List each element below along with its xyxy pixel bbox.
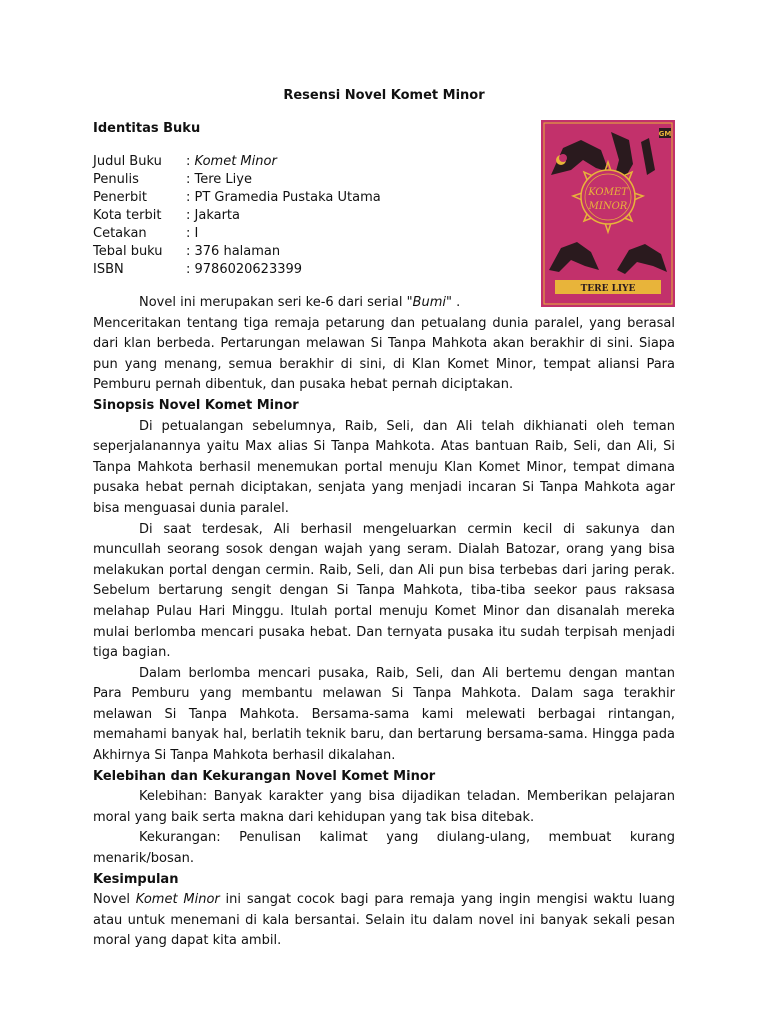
identitas-row-cetakan xyxy=(93,225,381,243)
intro-punct: . xyxy=(451,295,461,310)
identitas-key: Kota terbit xyxy=(93,208,162,223)
sinopsis-paragraph-3: Dalam berlomba mencari pusaka, Raib, Seli, dan Ali bertemu dengan mantan Para Pemburu yang membantu melawan Si Tanpa Mahkota. Dalam saga terakhir melawan Si Tanpa Mahkota. Bersama-sama kami melewati berbagai rintangan, memahami banyak hal, berlatih teknik baru, dan bertarung bersama-sama. Hingga pada Akhirnya Si Tanpa Mahkota berhasil dikalahan. xyxy=(93,665,675,764)
kelebihan-paragraph: Kelebihan: Banyak karakter yang bisa dijadikan teladan. Memberikan pelajaran moral yang baik serta makna dari kehidupan yang tak bisa ditebak. xyxy=(93,789,675,825)
kesimpulan-paragraph xyxy=(93,890,675,952)
kesimpulan-heading: Kesimpulan xyxy=(93,871,179,887)
cover-title-line1: KOMET xyxy=(588,187,628,198)
sinopsis-paragraph-1: Di petualangan sebelumnya, Raib, Seli, dan Ali telah dikhianati oleh teman seperjalanannya yaitu Max alias Si Tanpa Mahkota. Atas bantuan Raib, Seli, dan Ali, Si Tanpa Mahkota berhasil menemukan portal menuju Klan Komet Minor, tempat dimana pusaka hebat pernah diciptakan, senjata yang menjadi incaran Si Tanpa Mahkota agar bisa menguasai dunia paralel. xyxy=(93,418,675,516)
identitas-key: ISBN xyxy=(93,262,124,277)
identitas-value: : I xyxy=(186,226,199,241)
identitas-value: : Komet Minor xyxy=(186,154,277,169)
identitas-value: : 9786020623399 xyxy=(186,262,303,277)
identitas-row-penulis xyxy=(93,171,381,189)
intro-first-line xyxy=(93,293,526,314)
book-cover-image xyxy=(541,120,675,307)
sinopsis-heading: Sinopsis Novel Komet Minor xyxy=(93,397,299,413)
identitas-key: Penerbit xyxy=(93,190,147,205)
intro-text: Novel ini merupakan seri ke-6 dari serial xyxy=(139,295,407,310)
identitas-row-kota xyxy=(93,207,381,225)
review-body xyxy=(93,293,675,952)
identitas-value: : PT Gramedia Pustaka Utama xyxy=(186,190,381,205)
cover-author: TERE LIYE xyxy=(580,284,636,294)
kelebihan-heading: Kelebihan dan Kekurangan Novel Komet Minor xyxy=(93,768,436,784)
intro-series-name: "Bumi" xyxy=(406,295,452,310)
identitas-row-isbn xyxy=(93,261,381,279)
identitas-value: : Jakarta xyxy=(186,208,240,223)
cover-title-line2: MINOR xyxy=(588,201,628,212)
identitas-heading: Identitas Buku xyxy=(93,121,201,136)
identitas-value: : Tere Liye xyxy=(186,172,252,187)
identitas-value: : 376 halaman xyxy=(186,244,281,259)
identitas-row-penerbit xyxy=(93,189,381,207)
document-title: Resensi Novel Komet Minor xyxy=(283,88,485,103)
kekurangan-paragraph: Kekurangan: Penulisan kalimat yang diulang-ulang, membuat kurang menarik/bosan. xyxy=(93,830,675,867)
sinopsis-paragraph-2: Di saat terdesak, Ali berhasil mengeluarkan cermin kecil di sakunya dan muncullah seorang sosok dengan wajah yang seram. Dialah Batozar, orang yang bisa melakukan portal dengan cermin. Raib, Seli, dan Ali pun bisa terbebas dari jaring perak. Sebelum bertarung sengit dengan Si Tanpa Mahkota, tiba-tiba seekor paus raksasa melahap Pulau Hari Minggu. Itulah portal menuju Komet Minor dan disanalah mereka mulai berlomba mencari pusaka hebat. Dan ternyata pusaka itu sudah terpisah menjadi tiga bagian. xyxy=(93,521,675,661)
cover-moon-shadow xyxy=(559,154,567,162)
kesimpulan-text-post: ini sangat cocok bagi para remaja yang ingin mengisi waktu luang atau untuk menemani di kala bersantai. Selain itu dalam novel ini banyak sekali pesan moral yang dapat kita ambil. xyxy=(93,892,675,949)
identitas-key: Judul Buku xyxy=(93,154,162,169)
identitas-key: Cetakan xyxy=(93,226,147,241)
identitas-key: Penulis xyxy=(93,172,139,187)
intro-paragraph: Menceritakan tentang tiga remaja petarung dan petualang dunia paralel, yang berasal dari klan berbeda. Pertarungan melawan Si Tanpa Mahkota akan berakhir di sini. Siapa pun yang menang, semua berakhir di sini, di Klan Komet Minor, tempat aliansi Para Pemburu pernah dibentuk, dan pusaka hebat pernah diciptakan. xyxy=(93,315,675,393)
cover-publisher-mark: GM xyxy=(658,130,672,138)
kesimpulan-text-pre: Novel xyxy=(93,892,136,908)
identitas-table xyxy=(93,153,381,279)
identitas-row-tebal xyxy=(93,243,381,261)
identitas-row-judul xyxy=(93,153,381,171)
kesimpulan-book-title: Komet Minor xyxy=(135,892,220,908)
identitas-key: Tebal buku xyxy=(93,244,163,259)
book-title-italic: Komet Minor xyxy=(194,154,277,169)
